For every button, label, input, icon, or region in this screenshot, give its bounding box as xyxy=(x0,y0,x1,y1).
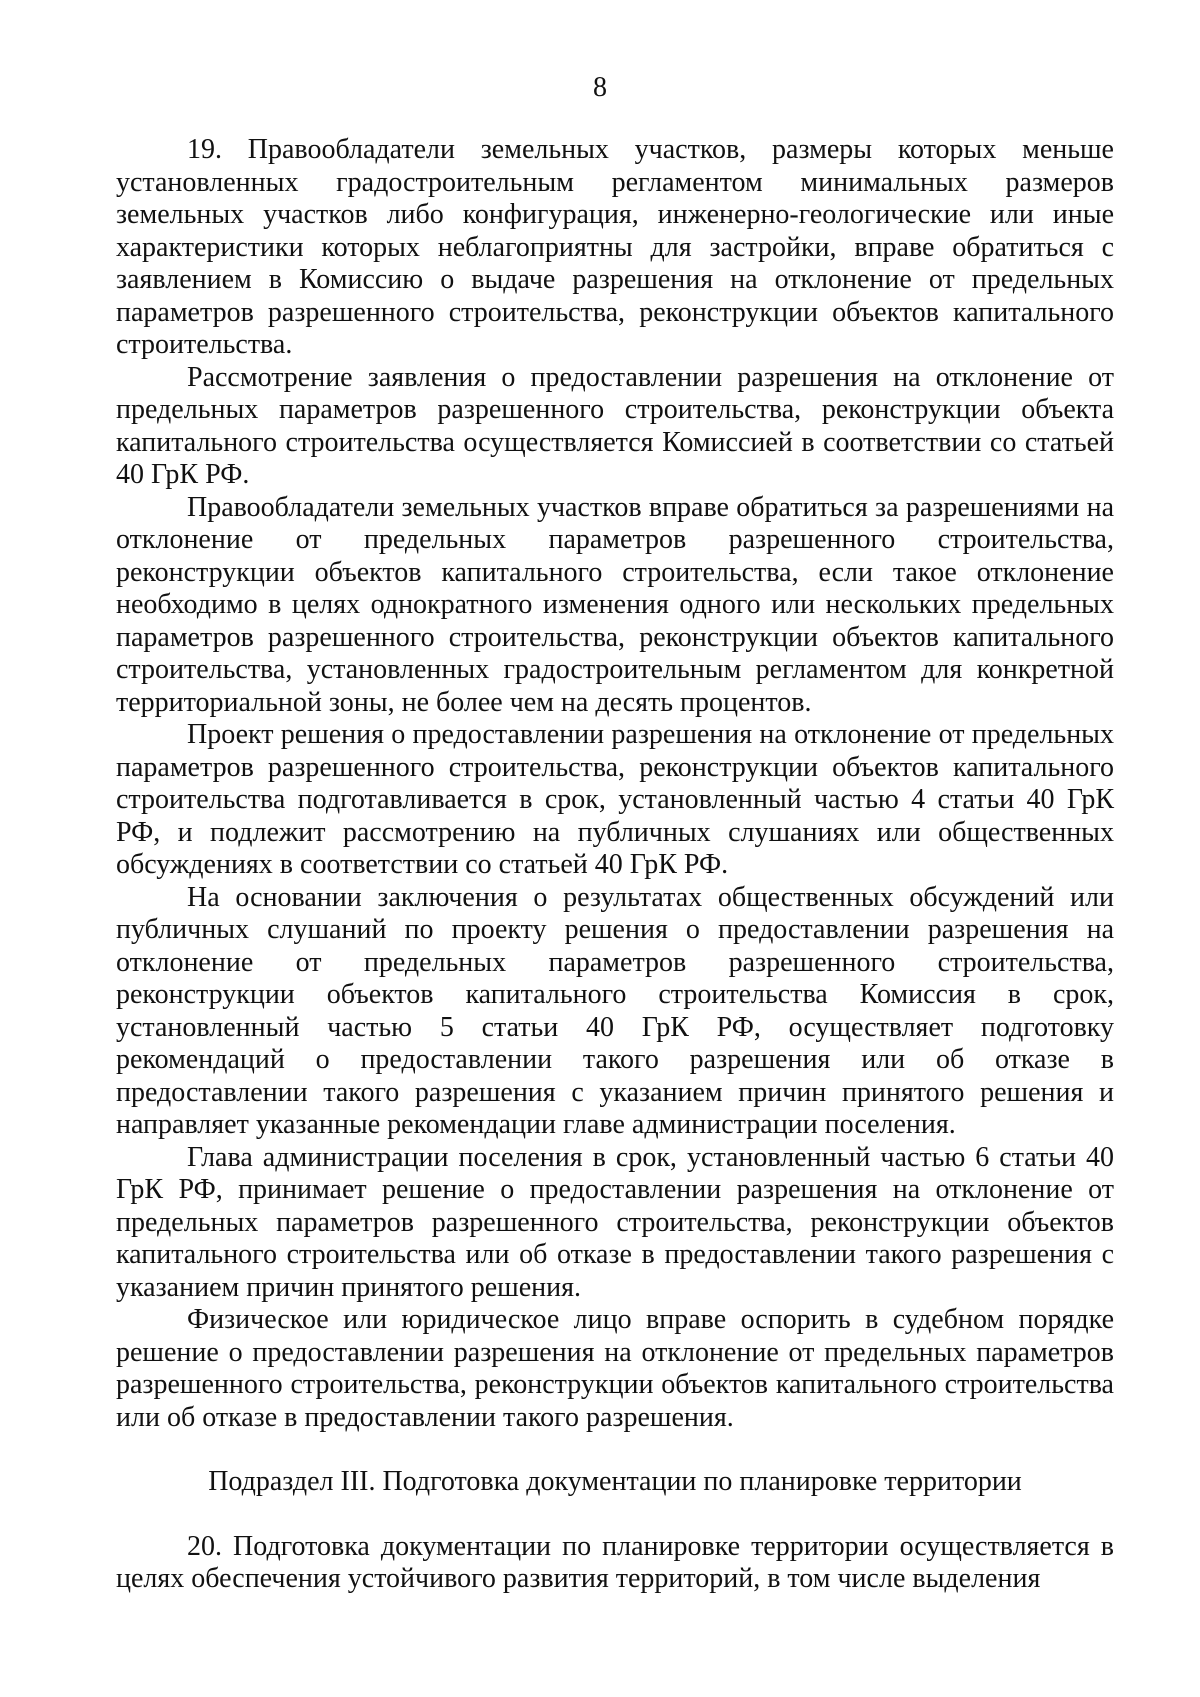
paragraph-head-decision: Глава администрации поселения в срок, установленный частью 6 статьи 40 ГрК РФ, принимает решение о предоставлении разрешения на отклонение от предельных параметров разрешенного строительства, реконструкции объектов капитального строительства или об отказе в предоставлении такого разрешения с указанием причин принятого решения. xyxy=(116,1141,1114,1303)
paragraph-rights-holders: Правообладатели земельных участков вправе обратиться за разрешениями на отклонение от предельных параметров разрешенного строительства, реконструкции объектов капитального строительства, если такое отклонение необходимо в целях однократного изменения одного или нескольких предельных параметров разрешенного строительства, реконструкции объектов капитального строительства, установленных градостроительным регламентом для конкретной территориальной зоны, не более чем на десять процентов. xyxy=(116,491,1114,718)
paragraph-application-review: Рассмотрение заявления о предоставлении разрешения на отклонение от предельных параметров разрешенного строительства, реконструкции объекта капитального строительства осуществляется Комиссией в соответствии со статьей 40 ГрК РФ. xyxy=(116,361,1114,490)
paragraph-commission-recommendations: На основании заключения о результатах общественных обсуждений или публичных слушаний по проекту решения о предоставлении разрешения на отклонение от предельных параметров разрешенного строительства, реконструкции объектов капитального строительства Комиссия в срок, установленный частью 5 статьи 40 ГрК РФ, осуществляет подготовку рекомендаций о предоставлении такого разрешения или об отказе в предоставлении такого разрешения с указанием причин принятого решения и направляет указанные рекомендации главе администрации поселения. xyxy=(116,881,1114,1140)
paragraph-draft-decision: Проект решения о предоставлении разрешения на отклонение от предельных параметров разрешенного строительства, реконструкции объектов капитального строительства подготавливается в срок, установленный частью 4 статьи 40 ГрК РФ, и подлежит рассмотрению на публичных слушаниях или общественных обсуждениях в соответствии со статьей 40 ГрК РФ. xyxy=(116,719,1114,880)
paragraph-appeal: Физическое или юридическое лицо вправе оспорить в судебном порядке решение о предоставлении разрешения на отклонение от предельных параметров разрешенного строительства, реконструкции объектов капитального строительства или об отказе в предоставлении такого разрешения. xyxy=(116,1304,1114,1433)
subsection-heading: Подраздел III. Подготовка документации по планировке территории xyxy=(208,1466,1022,1497)
paragraph-20: 20. Подготовка документации по планировке территории осуществляется в целях обеспечения устойчивого развития территорий, в том числе выделения xyxy=(116,1530,1114,1594)
paragraph-19: 19. Правообладатели земельных участков, размеры которых меньше установленных градостроительным регламентом минимальных размеров земельных участков либо конфигурация, инженерно-геологические или иные характеристики которых неблагоприятны для застройки, вправе обратиться с заявлением в Комиссию о выдаче разрешения на отклонение от предельных параметров разрешенного строительства, реконструкции объектов капитального строительства. xyxy=(116,134,1114,360)
page-number: 8 xyxy=(593,72,607,103)
document-body xyxy=(116,134,1114,1596)
